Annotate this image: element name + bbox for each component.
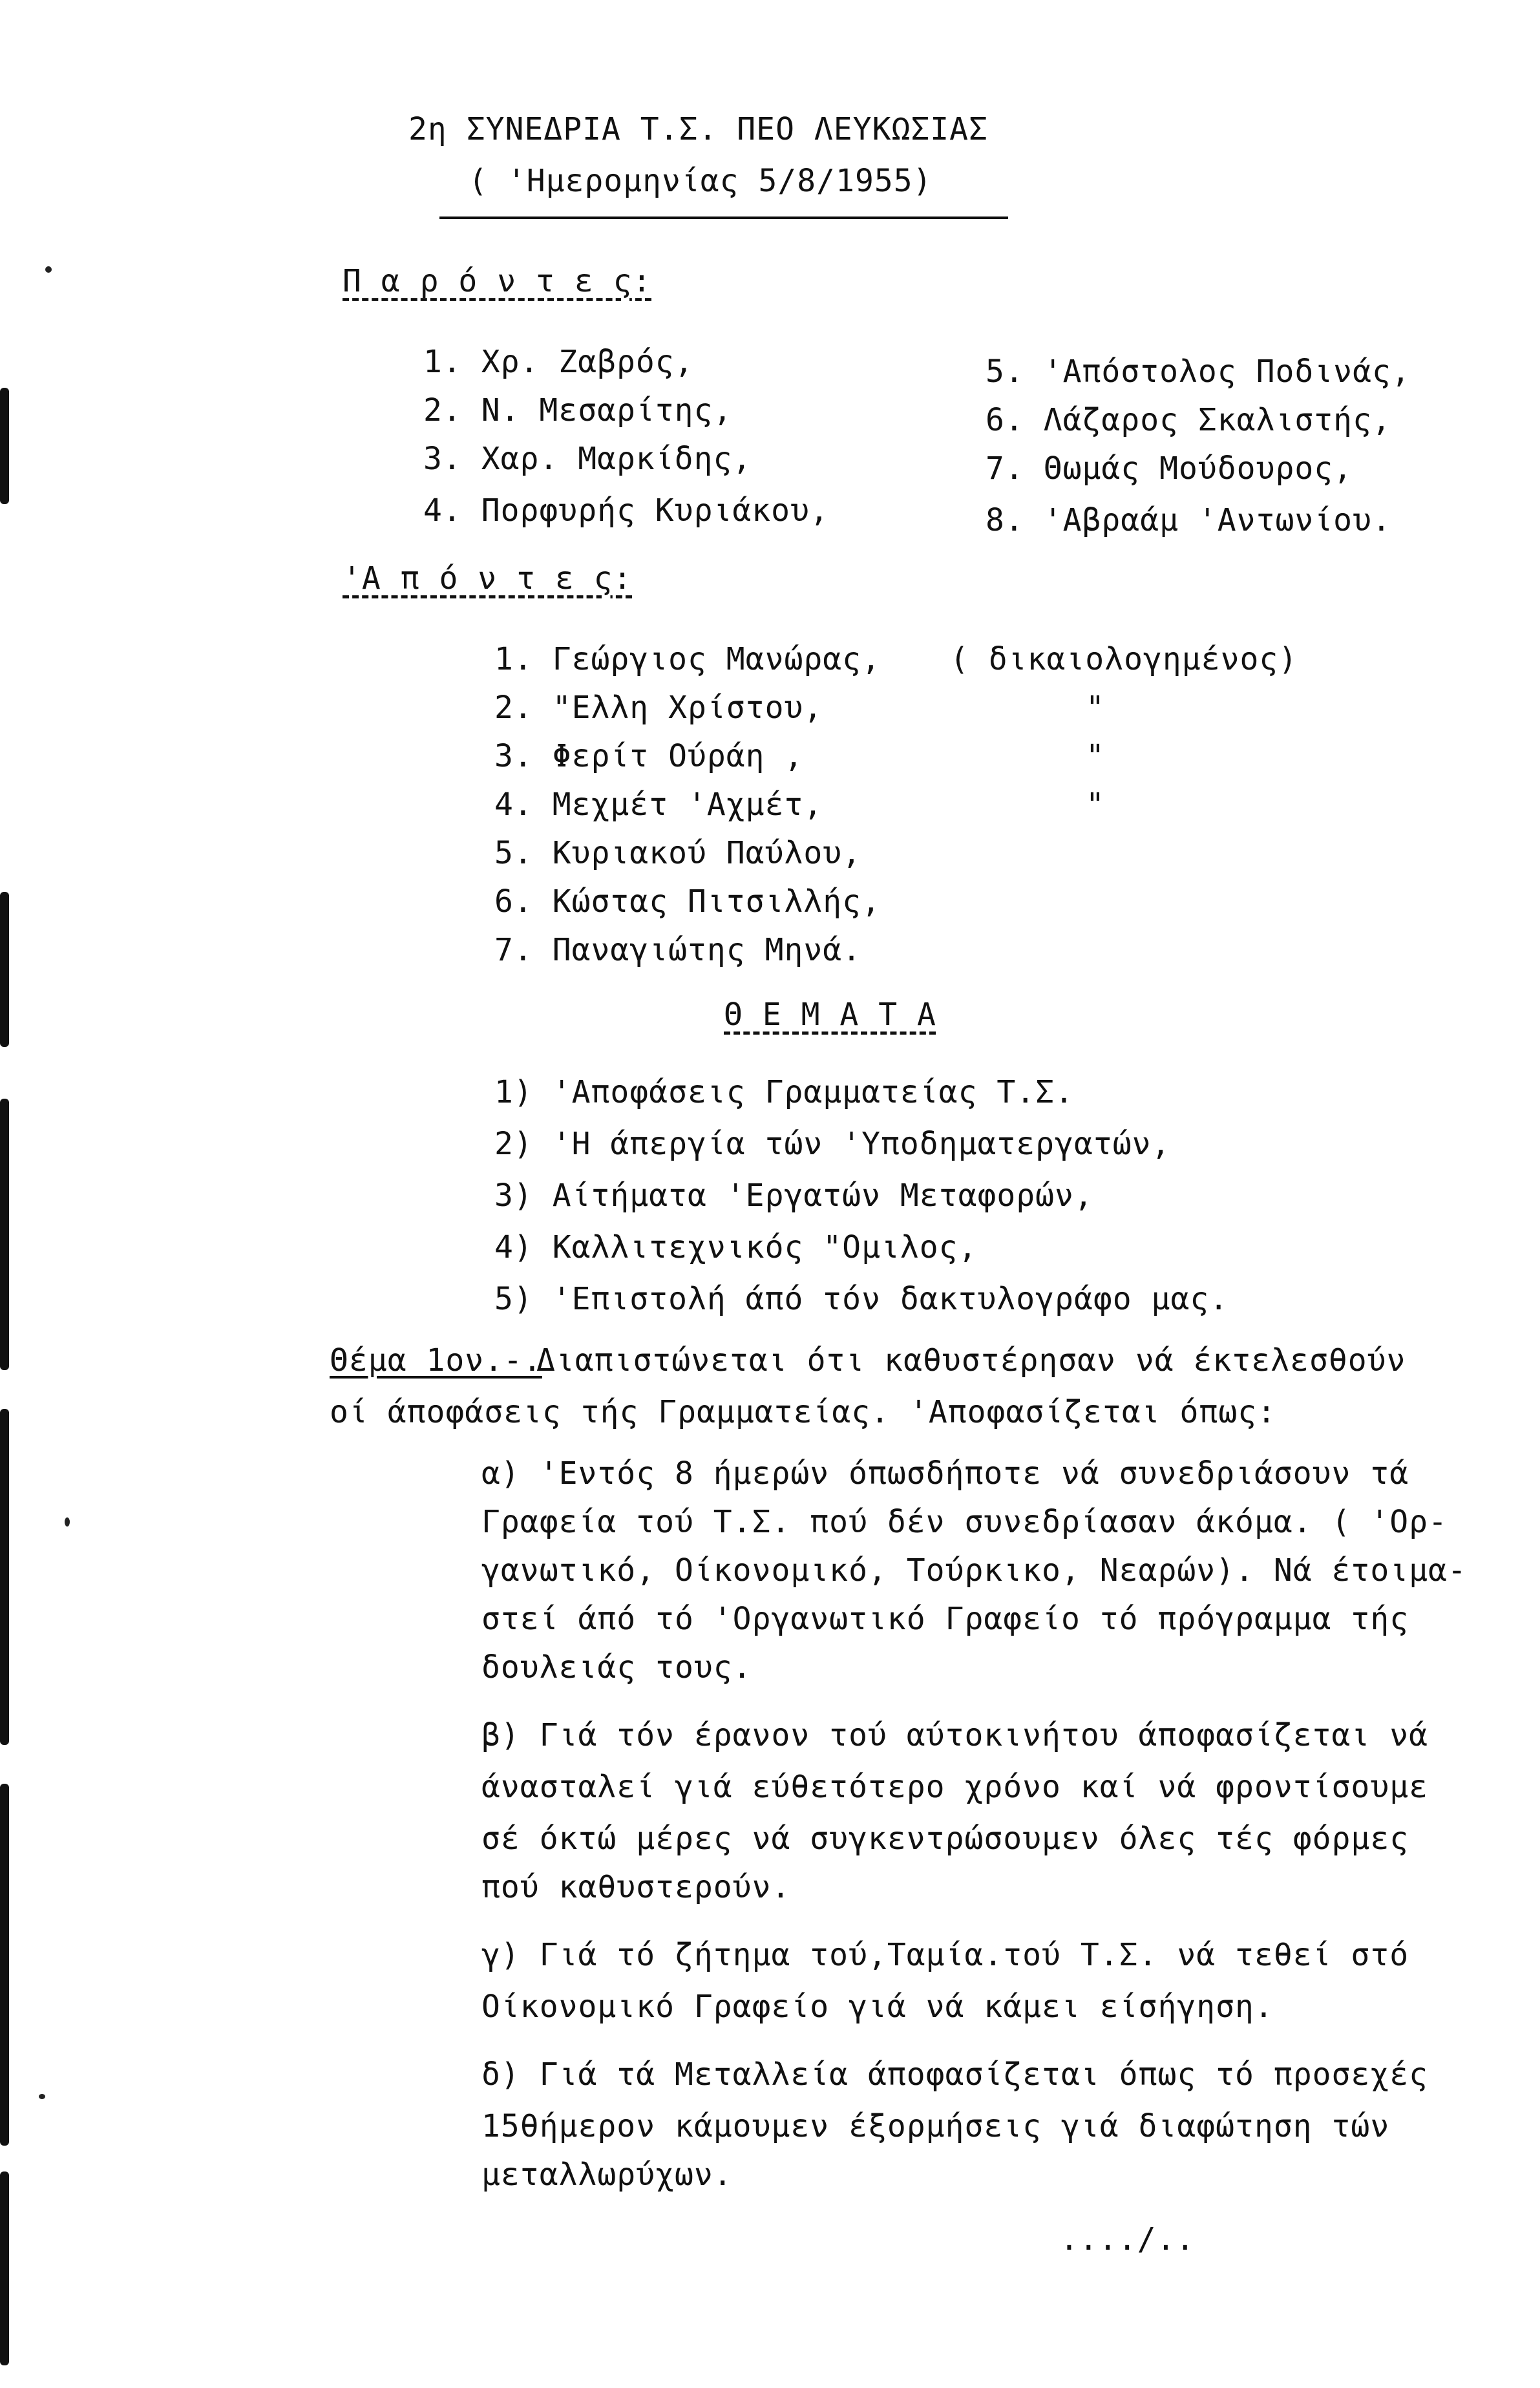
present-item: 8. 'Αβραάμ 'Αντωνίου.: [986, 502, 1391, 538]
absent-item: 6. Κώστας Πιτσιλλής,: [494, 883, 881, 920]
absent-item: 1. Γεώργιος Μανώρας,: [494, 641, 881, 677]
clause-a-line: α) 'Εντός 8 ήμερών όπωσδήποτε νά συνεδριάσουν τά: [481, 1455, 1409, 1492]
present-item: 5. 'Απόστολος Ποδινάς,: [986, 354, 1411, 390]
continued-marker: ..../..: [1060, 2221, 1196, 2257]
topic-item: 5) 'Επιστολή άπό τόν δακτυλογράφο μας.: [494, 1281, 1229, 1317]
ditto-mark: ": [1086, 690, 1105, 726]
topic-item: 4) Καλλιτεχνικός "Ομιλος,: [494, 1229, 978, 1265]
clause-a-line: δουλειάς τους.: [481, 1649, 752, 1685]
clause-a-line: γανωτικό, Οίκονομικό, Τούρκικο, Νεαρών). Νά έτοιμα-: [481, 1552, 1467, 1589]
header-rule: [439, 217, 1008, 219]
scan-edge-mark: [0, 892, 9, 1047]
clause-a-line: στεί άπό τό 'Οργανωτικό Γραφείο τό πρόγραμμα τής: [481, 1601, 1409, 1637]
present-item: 7. Θωμάς Μούδουρος,: [986, 450, 1353, 487]
clause-d-line: 15θήμερον κάμουμεν έξορμήσεις γιά διαφώτηση τών: [481, 2108, 1390, 2144]
absent-item: 7. Παναγιώτης Μηνά.: [494, 932, 862, 968]
body-line: Διαπιστώνεται ότι καθυστέρησαν νά έκτελεσθούν: [536, 1342, 1406, 1379]
scan-edge-mark: [0, 2171, 9, 2365]
scan-speck: [65, 1517, 70, 1527]
absent-item: 4. Μεχμέτ 'Αχμέτ,: [494, 787, 823, 823]
absent-item: 3. Φερίτ Ούράη ,: [494, 738, 804, 774]
clause-c-line: Οίκονομικό Γραφείο γιά νά κάμει είσήγηση.: [481, 1989, 1274, 2025]
topic-item: 3) Αίτήματα 'Εργατών Μεταφορών,: [494, 1178, 1093, 1214]
absent-heading: 'Α π ό ν τ ε ς:: [343, 560, 633, 597]
ditto-mark: ": [1086, 738, 1105, 774]
present-heading: Π α ρ ό ν τ ε ς:: [343, 263, 652, 299]
clause-c-line: γ) Γιά τό ζήτημα τού,Ταμία.τού Τ.Σ. νά τεθεί στό: [481, 1937, 1409, 1973]
absent-item: 2. "Ελλη Χρίστου,: [494, 690, 823, 726]
present-item: 1. Χρ. Ζαβρός,: [423, 344, 694, 380]
topic-label: Θέμα 1ον.-.: [330, 1342, 542, 1379]
scan-speck: [45, 266, 52, 273]
absent-note: ( δικαιολογημένος): [950, 641, 1298, 677]
document-title: 2η ΣΥΝΕΔΡΙΑ Τ.Σ. ΠΕΟ ΛΕΥΚΩΣΙΑΣ: [408, 111, 988, 147]
clause-b-line: πού καθυστερούν.: [481, 1869, 791, 1905]
present-item: 3. Χαρ. Μαρκίδης,: [423, 441, 752, 477]
clause-a-line: Γραφεία τού Τ.Σ. πού δέν συνεδρίασαν άκόμα. ( 'Ορ-: [481, 1504, 1448, 1540]
scan-edge-mark: [0, 1409, 9, 1745]
scan-edge-mark: [0, 1784, 9, 2146]
document-date: ( 'Ημερομηνίας 5/8/1955): [469, 163, 933, 199]
present-item: 6. Λάζαρος Σκαλιστής,: [986, 402, 1391, 438]
body-line: οί άποφάσεις τής Γραμματείας. 'Αποφασίζεται όπως:: [330, 1394, 1277, 1430]
clause-d-line: μεταλλωρύχων.: [481, 2157, 733, 2193]
topic-item: 2) 'Η άπεργία τών 'Υποδηματεργατών,: [494, 1126, 1171, 1162]
present-item: 2. Ν. Μεσαρίτης,: [423, 392, 733, 428]
clause-b-line: β) Γιά τόν έρανον τού αύτοκινήτου άποφασίζεται νά: [481, 1717, 1429, 1753]
present-item: 4. Πορφυρής Κυριάκου,: [423, 492, 829, 529]
scan-edge-mark: [0, 388, 9, 504]
clause-b-line: άνασταλεί γιά εύθετότερο χρόνο καί νά φροντίσουμε: [481, 1769, 1429, 1805]
scan-edge-mark: [0, 1099, 9, 1370]
ditto-mark: ": [1086, 787, 1105, 823]
absent-item: 5. Κυριακού Παύλου,: [494, 835, 862, 871]
scan-speck: [39, 2094, 45, 2099]
clause-d-line: δ) Γιά τά Μεταλλεία άποφασίζεται όπως τό προσεχές: [481, 2056, 1429, 2093]
clause-b-line: σέ όκτώ μέρες νά συγκεντρώσουμεν όλες τές φόρμες: [481, 1821, 1409, 1857]
topic-item: 1) 'Αποφάσεις Γραμματείας Τ.Σ.: [494, 1074, 1074, 1110]
topics-heading: Θ Ε Μ Α Τ Α: [724, 997, 936, 1033]
